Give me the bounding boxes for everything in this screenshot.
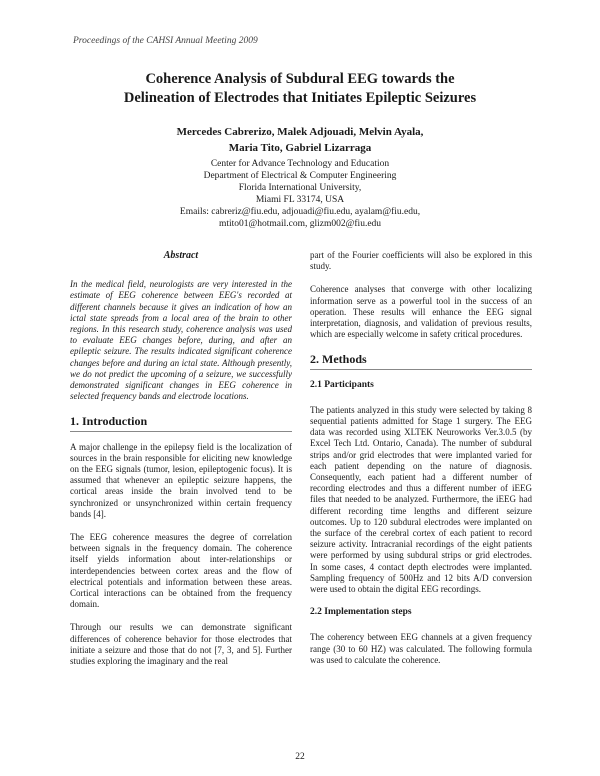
intro-paragraph-3: Through our results we can demonstrate significant differences of coherence behavior for those electrodes that initiate a seizure and those that do not [7, 3, and 5]. Further studies exploring the imaginary and the real bbox=[70, 622, 292, 667]
paper-title bbox=[60, 70, 540, 108]
left-column bbox=[70, 250, 292, 679]
methods-heading: 2. Methods bbox=[310, 352, 367, 367]
page-number: 22 bbox=[295, 752, 305, 762]
running-head: Proceedings of the CAHSI Annual Meeting 2009 bbox=[73, 36, 258, 46]
section-rule bbox=[70, 431, 292, 432]
participants-heading: 2.1 Participants bbox=[310, 379, 374, 390]
affiliation-block bbox=[60, 158, 540, 230]
intro-paragraph-4: part of the Fourier coefficients will also be explored in this study. bbox=[310, 250, 532, 272]
affiliation-university: Florida International University, bbox=[238, 183, 362, 193]
implementation-heading: 2.2 Implementation steps bbox=[310, 607, 412, 618]
intro-paragraph-5: Coherence analyses that converge with other localizing information serve as a powerful tool in the success of an operation. These results will enhance the EEG signal interpretation, diagnosis, and validation of previous results, which are especially welcome in safety critical procedures. bbox=[310, 284, 532, 340]
affiliation-emails-1: Emails: cabreriz@fiu.edu, adjouadi@fiu.edu, ayalam@fiu.edu, bbox=[179, 207, 421, 217]
abstract-heading: Abstract bbox=[163, 250, 199, 261]
intro-paragraph-2: The EEG coherence measures the degree of correlation between signals in the frequency domain. The coherence itself yields information about inter-relationships or interdependencies between cortex areas and the flow of electrical potentials and information between these areas. Cortical interactions can be obtained from the frequency domain. bbox=[70, 532, 292, 610]
title-line-1: Coherence Analysis of Subdural EEG towards the bbox=[145, 71, 455, 87]
affiliation-address: Miami FL 33174, USA bbox=[255, 195, 345, 205]
affiliation-center: Center for Advance Technology and Education bbox=[210, 159, 390, 169]
author-list bbox=[60, 124, 540, 156]
authors-line-2: Maria Tito, Gabriel Lizarraga bbox=[228, 142, 372, 154]
authors-line-1: Mercedes Cabrerizo, Malek Adjouadi, Melvin Ayala, bbox=[176, 126, 424, 138]
intro-paragraph-1: A major challenge in the epilepsy field is the localization of sources in the brain responsible for eliciting new knowledge on the EEG signals (tumor, lesion, epileptogenic focus). It is assumed that whenever an epileptic seizure happens, the cortical areas inside the brain involved tend to be synchronized or unsynchronized within certain frequency bands [4]. bbox=[70, 441, 292, 519]
section-rule bbox=[310, 369, 532, 370]
affiliation-department: Department of Electrical & Computer Engineering bbox=[203, 171, 397, 181]
affiliation-emails-2: mtito01@hotmail.com, glizm002@fiu.edu bbox=[218, 219, 382, 229]
abstract-text: In the medical field, neurologists are very interested in the estimate of EEG coherence between EEG's recorded at different channels because it gives an indication of how an ictal state spreads from a local area of the brain to other regions. In this research study, coherence analysis was used to evaluate EEG changes before, during, and after an epileptic seizure. The results indicated significant coherence changes before and during an ictal state. Although presently, we do not predict the upcoming of a seizure, we successfully demonstrated significant changes in EEG coherence in selected frequency bands and electrode locations. bbox=[70, 279, 292, 402]
implementation-paragraph: The coherency between EEG channels at a given frequency range (30 to 60 HZ) was calculated. The following formula was used to calculate the coherence. bbox=[310, 632, 532, 665]
participants-paragraph: The patients analyzed in this study were selected by taking 8 sequential patients admitted for Stage 1 surgery. The EEG data was recorded using XLTEK Neuroworks Ver.3.0.5 (by Excel Tech Ltd. Ontario, Canada). The number of subdural strips and/or grid electrodes that were implanted varied for each patient depending on the nature of diagnosis. Consequently, each patient had a different number of recording electrodes and thus a different number of iEEG files that needed to be analyzed. Furthermore, the iEEG had different recording time lengths and different seizure outcomes. Up to 120 subdural electrodes were implanted on the surface of the cerebral cortex of each patient to record seizure activity. Intracranial recordings of the eight patients were performed by using subdural strips or grid electrodes. In some cases, 4 contact depth electrodes were implanted. Sampling frequency of 500Hz and 12 bits A/D conversion were used to obtain the digital EEG recordings. bbox=[310, 404, 532, 595]
title-line-2: Delineation of Electrodes that Initiates Epileptic Seizures bbox=[123, 90, 477, 106]
right-column bbox=[310, 250, 532, 678]
introduction-heading: 1. Introduction bbox=[70, 414, 148, 429]
